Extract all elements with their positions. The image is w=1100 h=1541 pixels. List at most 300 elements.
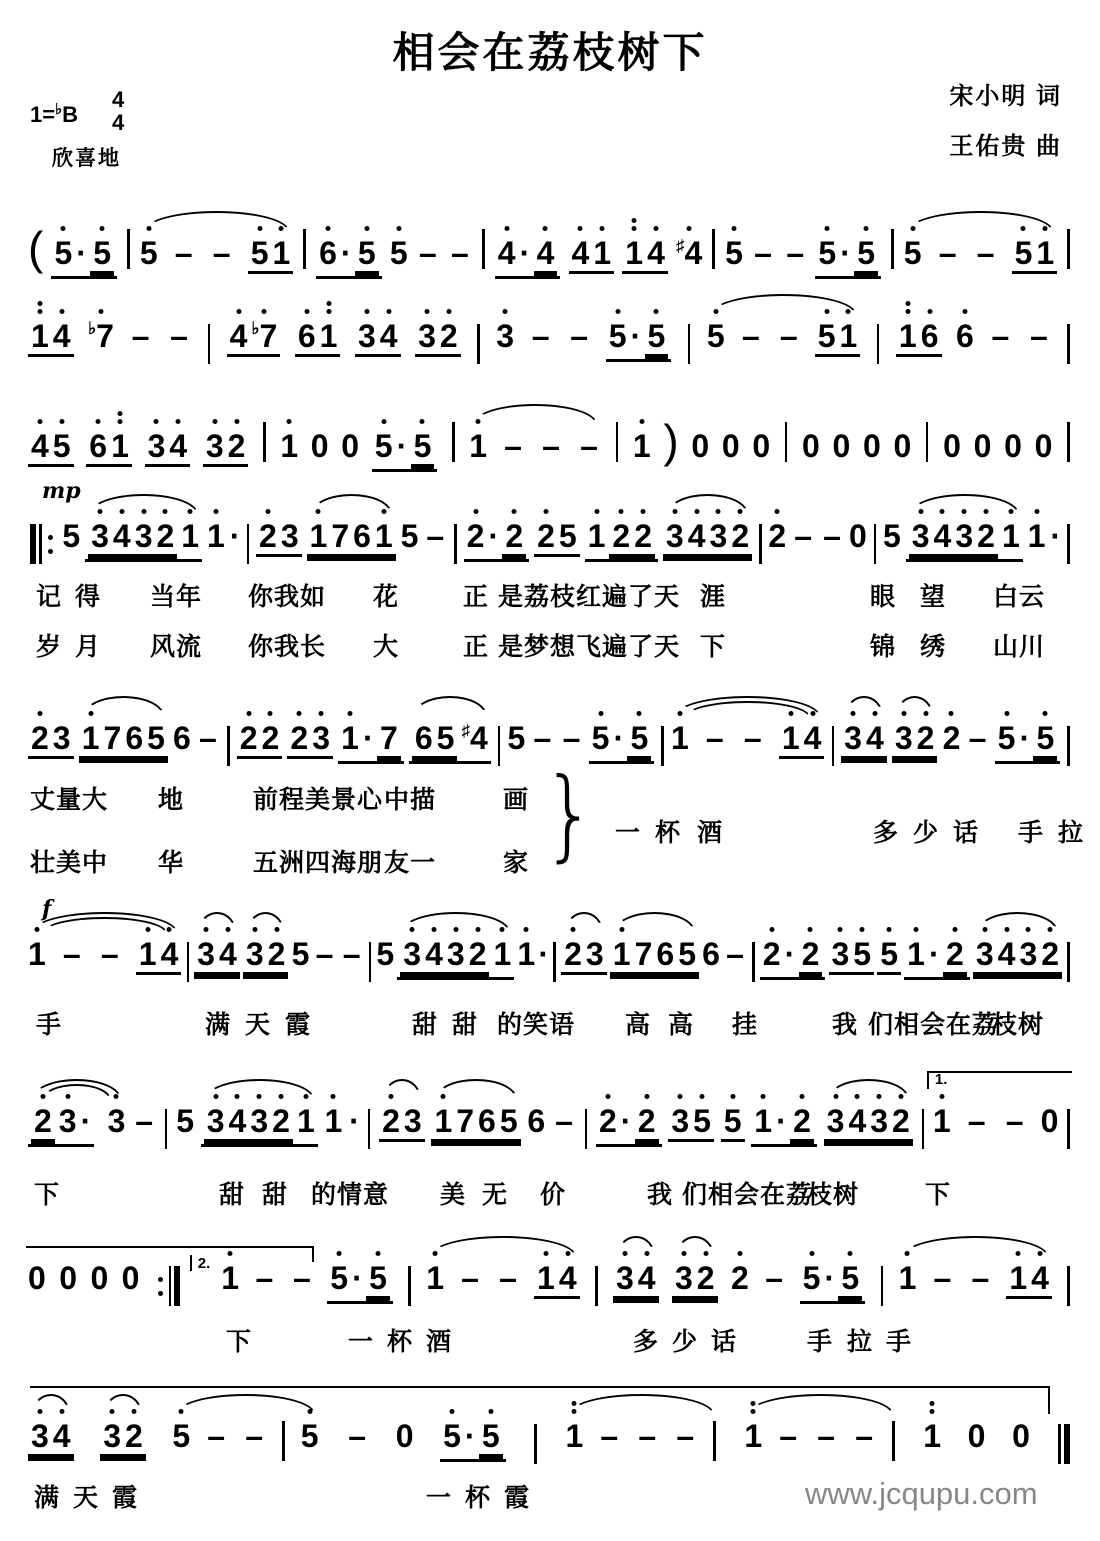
note-digit: 1	[565, 1418, 584, 1454]
note-7	[104, 722, 122, 754]
note-1	[82, 722, 100, 754]
note-digit: 2	[261, 720, 280, 756]
note-4	[572, 237, 590, 269]
lyric-text: 手	[36, 1011, 63, 1039]
lyric-text: 绣	[920, 633, 947, 661]
lyric-text: 画	[503, 786, 530, 814]
note-3	[666, 520, 684, 552]
beam-group	[815, 237, 881, 279]
octave-dots-icon	[914, 927, 919, 932]
bar-thin	[1067, 1109, 1070, 1149]
note-digit: 1	[324, 1103, 343, 1139]
final-barline	[1058, 1423, 1070, 1465]
octave-dots-icon	[687, 226, 692, 231]
note-digit: 2	[731, 518, 750, 554]
note-digit: 3	[357, 318, 376, 354]
octave-dots-icon	[619, 927, 624, 932]
octave-dots-icon	[316, 509, 321, 514]
note-3	[91, 520, 109, 552]
barline	[1067, 1108, 1070, 1150]
lyric-text: 月	[75, 633, 102, 661]
bar-thick	[30, 524, 36, 564]
lyric-text: 价	[540, 1181, 567, 1209]
octave-dots-icon	[100, 226, 105, 231]
octave-dots-icon	[117, 411, 122, 424]
note-5	[630, 722, 648, 754]
beam-group	[327, 1262, 393, 1304]
note-1	[933, 1105, 951, 1137]
paren-close: )	[663, 415, 679, 467]
lyric-text: 手	[807, 1328, 834, 1356]
note-2	[262, 722, 280, 754]
note-5	[724, 1105, 742, 1137]
bar-thin	[368, 1109, 371, 1149]
slur-arc	[824, 1105, 913, 1142]
duration-dash: –	[135, 1103, 154, 1139]
note-5	[176, 1105, 194, 1137]
augmentation-dot: ·	[362, 720, 374, 756]
note-5	[609, 320, 627, 352]
beam-group	[995, 722, 1061, 764]
note-0	[28, 1262, 46, 1294]
duration-dash: –	[315, 936, 334, 972]
octave-dots-icon	[738, 509, 743, 514]
note-digit: 4	[112, 518, 131, 554]
beam-group	[88, 520, 177, 557]
note-1	[325, 1105, 343, 1137]
duration-dash: –	[555, 1103, 573, 1139]
note-digit: 5	[723, 1103, 742, 1139]
beam-group	[672, 1262, 718, 1299]
barline	[759, 523, 762, 565]
lyric-text: 霞	[112, 1484, 139, 1512]
note-digit: 6	[319, 235, 337, 271]
note-5	[592, 722, 610, 754]
bar-thin	[892, 1421, 895, 1461]
barline	[452, 421, 455, 463]
volta-bracket	[932, 1071, 1059, 1139]
note-digit: 5	[903, 235, 922, 271]
lyric-text: 锦	[870, 633, 897, 661]
note-digit: 6	[125, 720, 144, 756]
octave-dots-icon	[713, 309, 718, 314]
note-digit: 6	[527, 1103, 546, 1139]
note-digit: 6	[297, 318, 316, 354]
repeat-dots-icon	[48, 535, 53, 554]
note-digit: 1	[754, 1103, 773, 1139]
note-digit: 0	[893, 428, 912, 464]
beam-group	[203, 430, 249, 467]
octave-dots-icon	[475, 927, 480, 932]
note-1	[907, 938, 925, 970]
note-digit: 2	[942, 720, 961, 756]
note-6	[89, 430, 107, 462]
note-2	[268, 938, 286, 970]
octave-dots-icon	[500, 927, 505, 932]
note-5	[853, 938, 871, 970]
beam-group	[824, 1105, 913, 1142]
octave-dots-icon	[37, 711, 42, 716]
note-3	[447, 938, 465, 970]
octave-dots-icon	[246, 711, 251, 716]
note-1	[341, 722, 359, 754]
beam-group	[28, 1105, 94, 1147]
beam-group	[256, 520, 302, 557]
sharp-icon: ♯	[676, 236, 685, 255]
slur-arc	[426, 1262, 579, 1299]
note-3	[586, 938, 604, 970]
bar-thin	[227, 726, 230, 766]
note-digit: 6	[353, 518, 371, 554]
beam-group	[366, 1262, 390, 1299]
note-digit: 3	[418, 318, 436, 354]
duration-dash: –	[1030, 318, 1048, 354]
note-digit: 3	[250, 1103, 269, 1139]
slur-arc	[194, 938, 240, 975]
note-0	[1035, 430, 1053, 462]
barline	[1067, 523, 1070, 565]
octave-dots-icon	[615, 309, 620, 314]
octave-dots-icon	[860, 927, 865, 932]
note-5	[648, 320, 666, 352]
slur-arc	[140, 237, 293, 274]
lyric-text: 花	[373, 583, 400, 611]
note-6	[702, 938, 720, 970]
note-digit: 1	[426, 1260, 445, 1296]
note-digit: 3	[1019, 936, 1038, 972]
barline	[227, 725, 230, 767]
octave-dots-icon	[257, 1094, 262, 1099]
octave-dots-icon	[982, 927, 987, 932]
augmentation-dot: ·	[349, 1103, 360, 1139]
note-digit: 1	[1036, 235, 1055, 271]
note-5	[883, 520, 901, 552]
note-5	[725, 237, 743, 269]
lyric-text: 话	[953, 819, 980, 847]
note-2	[125, 1420, 143, 1452]
note-6	[956, 320, 974, 352]
note-digit: 5	[147, 720, 165, 756]
note-1	[280, 430, 298, 462]
note-0	[396, 1420, 414, 1452]
note-2	[34, 1105, 52, 1137]
note-digit: 0	[59, 1260, 78, 1296]
octave-dots-icon	[274, 927, 279, 932]
note-1	[221, 1262, 239, 1294]
lyric-text: 手	[886, 1328, 913, 1356]
note-0	[1004, 430, 1022, 462]
octave-dots-icon	[163, 509, 168, 514]
note-digit: 3	[31, 1418, 49, 1454]
octave-dots-icon	[236, 309, 241, 314]
lyric-text: 望	[920, 583, 947, 611]
slur-arc	[201, 1105, 318, 1147]
beam-group	[1006, 1262, 1052, 1299]
beam-group	[534, 237, 558, 274]
note-3	[827, 1105, 845, 1137]
note-5	[508, 722, 526, 754]
octave-dots-icon	[761, 1094, 766, 1099]
note-5	[678, 938, 696, 970]
octave-dots-icon	[473, 509, 478, 514]
barline	[752, 941, 755, 983]
note-digit: 2	[537, 518, 555, 554]
note-digit: 2	[793, 1103, 811, 1139]
note-5	[1015, 237, 1033, 269]
octave-dots-icon	[204, 927, 209, 932]
lyric-text: 你我长	[248, 633, 327, 661]
note-digit: 0	[310, 428, 329, 464]
slur-arc	[28, 1105, 125, 1147]
duration-dash: –	[255, 1260, 274, 1296]
octave-dots-icon	[512, 509, 517, 514]
note-2	[1041, 938, 1059, 970]
note-2	[564, 938, 582, 970]
octave-dots-icon	[325, 226, 330, 231]
note-6	[478, 1105, 496, 1137]
octave-dots-icon	[145, 927, 150, 932]
note-digit: 0	[395, 1418, 414, 1454]
barline	[553, 941, 556, 983]
note-digit: 1	[272, 235, 291, 271]
octave-dots-icon	[737, 1251, 742, 1256]
note-digit: 1	[932, 1103, 951, 1139]
note-digit: 2	[768, 518, 787, 554]
octave-dots-icon	[524, 927, 529, 932]
lyric-text: 杯	[387, 1328, 414, 1356]
note-digit: 1	[31, 318, 49, 354]
note-5	[482, 1420, 500, 1452]
note-digit: 2	[637, 1103, 656, 1139]
note-4	[31, 430, 49, 462]
note-4	[498, 237, 516, 269]
note-3	[207, 1105, 225, 1137]
note-3	[103, 1420, 121, 1452]
slur-arc	[100, 1420, 146, 1457]
note-digit: 0	[121, 1260, 140, 1296]
beam-group	[248, 237, 294, 274]
note-5	[292, 938, 310, 970]
barline	[877, 323, 880, 365]
note-digit: 2	[801, 936, 820, 972]
octave-dots-icon	[952, 927, 957, 932]
octave-dots-icon	[984, 509, 989, 514]
note-1	[139, 938, 157, 970]
bar-thin	[832, 726, 835, 766]
lyric-text: 酒	[697, 819, 724, 847]
beam-group	[751, 1105, 817, 1147]
note-digit: 5	[176, 1103, 194, 1139]
beam-group	[904, 938, 970, 980]
slur-arc	[469, 430, 601, 462]
note-1	[593, 237, 611, 269]
beam-group	[779, 722, 825, 759]
note-3	[955, 520, 973, 552]
note-4	[998, 938, 1016, 970]
barline	[1067, 228, 1070, 270]
note-digit: 5	[413, 428, 432, 464]
duration-dash: –	[174, 235, 193, 271]
note-digit: 4	[425, 936, 443, 972]
note-1	[782, 722, 800, 754]
octave-dots-icon	[775, 509, 780, 514]
augmentation-dot: ·	[538, 936, 549, 972]
note-digit: 4	[31, 428, 49, 464]
note-digit: 0	[691, 428, 710, 464]
beam-group	[204, 1105, 293, 1142]
note-5	[251, 237, 269, 269]
beam-group	[534, 1262, 580, 1299]
augmentation-dot: ·	[1050, 518, 1061, 554]
duration-dash: –	[743, 720, 762, 756]
octave-dots-icon	[940, 509, 945, 514]
octave-dots-icon	[213, 509, 218, 514]
note-2	[917, 722, 935, 754]
beam-group	[355, 320, 401, 357]
duration-dash: –	[967, 1103, 986, 1139]
beam-group	[645, 320, 669, 357]
octave-dots-icon	[672, 509, 677, 514]
note-5	[414, 430, 432, 462]
beam-group	[411, 430, 435, 467]
octave-dots-icon	[923, 711, 928, 716]
beam-group	[610, 938, 699, 975]
note-digit: 4	[497, 235, 516, 271]
note-1	[375, 520, 393, 552]
octave-dots-icon	[265, 509, 270, 514]
note-digit: 5	[678, 936, 696, 972]
note-digit: 1	[469, 428, 488, 464]
note-digit: 2	[468, 936, 487, 972]
note-digit: 1	[28, 936, 46, 972]
duration-dash: –	[245, 1418, 264, 1454]
note-5	[443, 1420, 461, 1452]
bar-thin	[1067, 324, 1070, 364]
octave-dots-icon	[962, 509, 967, 514]
note-2	[537, 520, 555, 552]
lyric-text: 们相会在荔	[868, 1011, 999, 1039]
note-1	[899, 320, 917, 352]
slur-arc	[841, 722, 887, 759]
bar-thin	[688, 324, 691, 364]
slur-arc	[672, 1262, 718, 1299]
note-2	[469, 938, 487, 970]
note-1	[537, 1262, 555, 1294]
note-digit: 7	[259, 318, 278, 354]
octave-dots-icon	[1004, 927, 1009, 932]
duration-dash: –	[938, 235, 957, 271]
barline	[661, 725, 664, 767]
note-2	[793, 1105, 811, 1137]
note-1	[754, 1105, 772, 1137]
augmentation-dot: ·	[776, 1103, 787, 1139]
duration-dash: –	[426, 518, 445, 554]
barline	[454, 523, 457, 565]
note-5	[707, 320, 725, 352]
octave-dots-icon	[565, 1251, 570, 1256]
beam-group	[145, 430, 191, 467]
augmentation-dot: ·	[229, 518, 241, 554]
note-5	[437, 722, 455, 754]
note-digit: 2	[290, 720, 309, 756]
note-3	[312, 722, 330, 754]
note-digit: 4	[865, 720, 884, 756]
beam-group	[838, 1262, 862, 1299]
octave-dots-icon	[833, 1094, 838, 1099]
barline	[926, 421, 929, 463]
note-5	[147, 722, 165, 754]
note-0	[1012, 1420, 1030, 1452]
note-digit: 7	[456, 1103, 475, 1139]
duration-dash: –	[1005, 1103, 1024, 1139]
lyric-text: 杯	[465, 1484, 492, 1512]
slur-arc	[892, 722, 938, 759]
octave-dots-icon	[213, 1094, 218, 1099]
duration-dash: –	[638, 1418, 657, 1454]
note-digit: 7	[103, 720, 122, 756]
note-digit: 5	[374, 428, 393, 464]
octave-dots-icon	[851, 711, 856, 716]
note-4	[537, 237, 555, 269]
note-5	[375, 430, 393, 462]
octave-dots-icon	[453, 927, 458, 932]
octave-dots-icon	[386, 309, 391, 314]
note-digit: 3	[52, 720, 71, 756]
note-digit: 4	[684, 235, 703, 271]
note-6	[173, 722, 191, 754]
bar-thin	[534, 1424, 537, 1464]
note-digit: 4	[687, 518, 706, 554]
note-digit: 2	[730, 1260, 749, 1296]
lyric-text: 多	[633, 1328, 660, 1356]
note-digit: 2	[505, 518, 524, 554]
lyric-text: 我	[832, 1011, 859, 1039]
lyric-text: 是梦想飞遍了天	[498, 633, 681, 661]
beam-group	[372, 430, 438, 472]
composer-credit: 王佑贵 曲	[949, 133, 1062, 160]
lyric-text: 下	[925, 1181, 952, 1209]
note-digit: 5	[802, 1260, 821, 1296]
note-digit: 7	[634, 936, 653, 972]
note-5	[559, 520, 577, 552]
octave-dots-icon	[119, 509, 124, 514]
note-digit: 4	[848, 1103, 867, 1139]
barline	[1067, 421, 1070, 463]
barline	[165, 1108, 168, 1150]
slur-arc	[744, 1420, 896, 1462]
barline	[498, 725, 501, 767]
octave-dots-icon	[641, 509, 646, 514]
note-digit: 5	[841, 1260, 860, 1296]
note-2	[763, 938, 781, 970]
note-3	[197, 938, 215, 970]
note-digit: 3	[147, 428, 166, 464]
duration-dash: –	[600, 1418, 619, 1454]
duration-dash: –	[131, 318, 150, 354]
note-0	[752, 430, 770, 462]
note-digit: 2	[762, 936, 781, 972]
octave-dots-icon	[543, 226, 548, 231]
note-digit: 3	[585, 936, 604, 972]
lyric-text: 霞	[504, 1484, 531, 1512]
barline	[785, 421, 788, 463]
duration-dash: –	[212, 235, 231, 271]
duration-dash: –	[542, 428, 560, 464]
lyricist-credit: 宋小明 词	[949, 83, 1062, 110]
volta1-continuation-line	[26, 1246, 314, 1262]
beam-group	[28, 722, 74, 759]
beam-group	[569, 237, 615, 274]
